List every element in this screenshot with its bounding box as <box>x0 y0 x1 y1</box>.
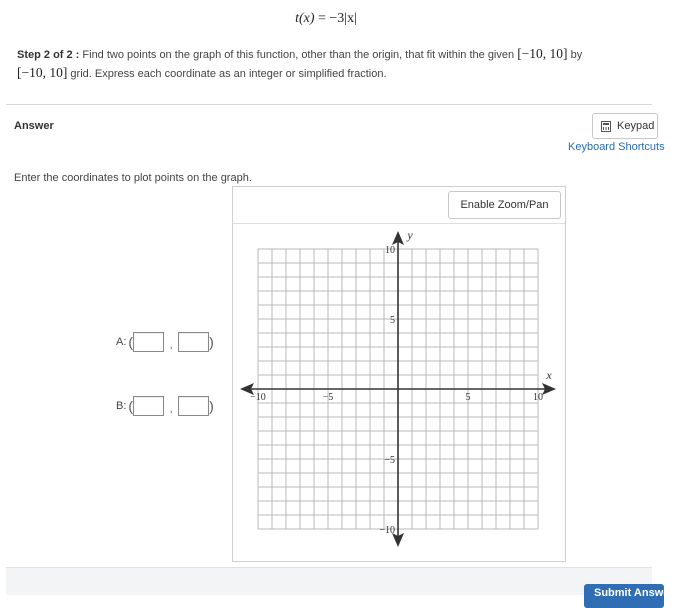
point-a-x-input[interactable] <box>133 332 164 352</box>
y-tick-label: −10 <box>379 525 395 536</box>
enable-zoom-pan-button[interactable]: Enable Zoom/Pan <box>448 191 561 219</box>
x-axis-label: x <box>546 368 552 382</box>
step-instructions <box>17 45 645 83</box>
point-b-label: B: <box>116 400 127 412</box>
formula-rhs: = −3|x| <box>318 11 357 26</box>
keypad-button[interactable] <box>592 113 658 139</box>
close-paren: ) <box>209 334 214 350</box>
interval-2: [−10, 10] <box>17 65 68 80</box>
step-text-by: by <box>570 49 583 61</box>
x-tick-label: −10 <box>250 392 266 403</box>
coordinate-graph[interactable] <box>232 218 566 556</box>
point-a-row <box>116 332 214 352</box>
point-a-label: A: <box>116 336 127 348</box>
step-label: Step 2 of 2 : <box>17 49 80 61</box>
comma-separator: , <box>169 339 173 351</box>
submit-answer-button[interactable]: Submit Answer <box>584 584 664 608</box>
x-tick-label: 5 <box>465 392 471 403</box>
axes <box>240 231 556 547</box>
keypad-label: Keypad <box>617 120 655 132</box>
y-tick-label: −5 <box>384 455 395 466</box>
open-paren: ( <box>128 334 134 350</box>
step-text-before: Find two points on the graph of this function, other than the origin, that fit within the given <box>82 49 515 61</box>
x-tick-label: 10 <box>533 392 543 403</box>
close-paren: ) <box>209 398 214 414</box>
point-b-row <box>116 396 214 416</box>
point-a-y-input[interactable] <box>178 332 209 352</box>
formula-lhs: t(x) <box>295 11 315 26</box>
y-tick-label: 10 <box>385 245 395 256</box>
open-paren: ( <box>128 398 134 414</box>
point-b-x-input[interactable] <box>133 396 164 416</box>
x-tick-label: −5 <box>322 392 334 403</box>
y-tick-label: 5 <box>390 315 395 326</box>
answer-heading: Answer <box>14 120 54 132</box>
keyboard-shortcuts-link[interactable]: Keyboard Shortcuts <box>568 141 665 153</box>
section-divider <box>6 104 652 105</box>
y-axis-label: y <box>407 228 413 242</box>
tick-labels <box>250 228 552 536</box>
graph-instruction: Enter the coordinates to plot points on the graph. <box>14 172 252 184</box>
point-b-y-input[interactable] <box>178 396 209 416</box>
function-formula <box>0 11 652 27</box>
interval-1: [−10, 10] <box>517 46 568 61</box>
step-text-after: grid. Express each coordinate as an integer or simplified fraction. <box>70 68 387 80</box>
comma-separator: , <box>169 403 173 415</box>
footer-band <box>6 567 652 595</box>
calculator-icon <box>601 121 611 132</box>
